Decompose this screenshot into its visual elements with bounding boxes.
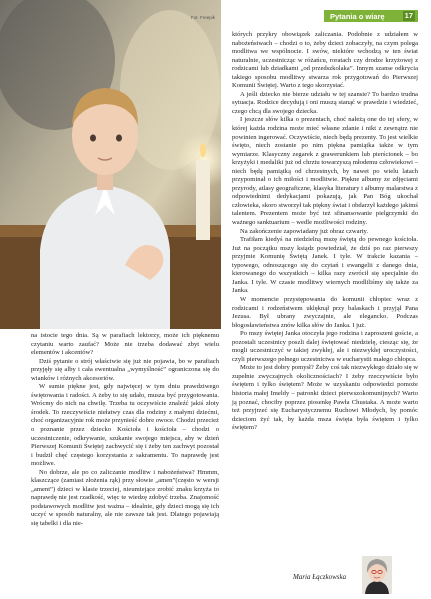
right-paragraph: Po mszy świętej Janka otoczyła jego rodzina i zaproszeni goście, a pozostali uczestnicy poszli dalej świętować niedzielę, ciesząc się, że mogli uczestniczyć w takiej zwykłej, ale i niezwykłej uroczystości, czyli pierwszego pełnego uczestnictwa w eucharystii małego chłopca. — [232, 330, 418, 363]
left-paragraph: W sumie piękne jest, gdy najwięcej w tym dniu prawdziwego świętowania i radości. A żeby to się udało, musza być przygotowania. Wrócmy do nich na chwilę. Trzeba tu oczywiście znaleźć jakiś złoty środek. To rzeczywiście niełatwy czas dla rodziny z małymi dziećmi, choć organizacyjnie rok może przynieść dobre owoce. Chodzi przecież o poznanie przez dziecko Kościoła i kościoła – chodzi o uczestniczenie, odkrywanie, szukanie swojego miejsca, aby w dzień Pierwszej Komunii Świętej zachwycić się i żeby ten zachwyt pozostał i budził chęć częstego korzystania z sakramentu. To naprawdę jest możliwe. — [31, 383, 219, 468]
right-paragraph: A jeśli dziecko nie bierze udziału w tej szansie? To bardzo trudna sytuacja. Rodzice decydują i oni muszą stanąć w prawdzie i wiedzieć, czego chcą dla swojego dziecka. — [232, 90, 418, 115]
section-header — [324, 10, 418, 22]
right-paragraph: Na zakończenie zapowiadany już obraz czwarty. — [240, 227, 369, 235]
right-paragraph: których przykry obowiązek zaliczania. Podobnie z udziałem w nabożeństwach – chodzi o to, żeby dzieci zobaczyły, na czym polega modlitwa we wspólnocie. I swów, niektóre wchodzą w ten świat naturalnie, uczestnicząc w różańcu, roratach czy drodze krzyżowej z rodzicami lub dziadkami „od przedszkolaka”. Innym szanse odkrycia takiego sposobu modlitwy stwarza rok przygotowań do Pierwszej Komunii Świętej. Warto z tego skorzystać. — [232, 31, 418, 90]
left-paragraph: Dziś pytanie o strój właściwie się już nie pojawia, bo w parafiach przyjęły się alby i cała ewentualna „wymyślność” ograniczona się do wianków i różnych akcesoriów. — [31, 357, 219, 382]
page-number: 17 — [404, 11, 413, 20]
right-paragraph: W momencie przystępowania do komunii chłopiec wraz z rodzicami i rodzeństwem uklęknął przy balaskach i przyjął Pana Jezusa. Był ubrany zwyczajnie, ale elegancko. Podczas błogosławieństwa znów kilka słów do Janka. I już. — [232, 295, 418, 329]
section-title: Pytania o wiarę — [330, 11, 385, 21]
left-column — [31, 332, 219, 529]
right-column — [232, 31, 418, 433]
article-photo-child-praying — [0, 0, 221, 329]
left-paragraph: na istocie tego dnia. Są w parafiach lektorzy, może ich pięknemu czytaniu warto zaufać? Może nie trzeba dodawać zbyt wielu elementów i akcentów? — [31, 332, 219, 357]
right-paragraph: Może to jest dobry pomysł? Żeby coś tak niezwykłego działo się w zupełnie zwyczajnych okolicznościach? I żeby rzeczywiście było świętem i tylko świętem? Może w uzyskaniu odpowiedzi pomoże historia małej Imeldy – patronki dzieci pierwszokomunijnych? Warto ją poznać, chociby poprzez piosenkę Pawła Chustaka. A może warto też przyjrzeć się Eucharystycznemu Ruchowi Młodych, by pomóc dzieciom żyć tak, by każda msza święta była świętem i tylko świętem? — [232, 364, 418, 432]
right-paragraph: I jeszcze słów kilka o prezentach, choć nałeżą one do tej sfery, w której każda rodzina może mieć własne zdanie i nikt z zewnątrz nie powinien ingerować. Oczywiście, niech będą prezenty. To jest wielkie święto, niech zostanie po nim piękna pamiątka także w tym wymiarze. Klasyczny zegarek z grawerunkiem lub pierścionek – bo krzyżyki i medaliki już od chrztu towarzyszą młodemu człowiekowi – niech będą pamiątką od chrzestnych, by nawet po wielu latach przypominał o ich miłości i modlitwie. Piękne albumy ze zdjęciami przyrody, atlasy geograficzne, klasyka literatury i albumy malarstwa z odpowiednimi dedykacjami pokazują, jak Pan Bóg ukochał człowieka, skoro stworzył tak piękny świat i obdarzył każdego jakimś talentem. Prezentem może być też sfinansowanie pielgrzymki do ważnego sanktuarium – wedle możliwości rodziny. — [232, 116, 418, 227]
left-paragraph: No dobrze, ale po co zaliczanie modlitw i nabożeństwa? Hmmm, klaszczące (zamiast złożenia rąk) przy słowie „amen”(często w wersji „ament”) dzieci w klasie trzeciej, nieumiejące zrobić znaku krzyża to naprawdę nie jest rzadkość, więc te wiedzę zdobyć trzeba. Znajomość podstawowych modlitw jest ważna – idealnie, gdy dzieci mogą się ich uczyć w sposób naturalny, ale nie zawsze tak jest. Dlatego pojawiają się tabelki i dla nie- — [31, 468, 219, 528]
author-photo — [362, 556, 392, 594]
author-byline: Maria Łączkowska — [293, 573, 347, 581]
photo-credit: Fot. Freepik — [191, 15, 216, 20]
right-paragraph: Trafiłam kiedyś na niedzielną mszę świętą do pewnego kościoła. Już na początku mszy ksiądz powiedział, że dziś po raz pierwszy przyjmie Komunię Świętą Janek. I tyle. W trakcie kazania – typowego, odnoszącego się do czytań i ewangelii z danego dnia, kierowanego do wszystkich – kilka razy zwrócił się specjalnie do Janka. I tyle. W czasie modlitwy wiernych modliliśmy się także za Janka. — [232, 236, 418, 295]
